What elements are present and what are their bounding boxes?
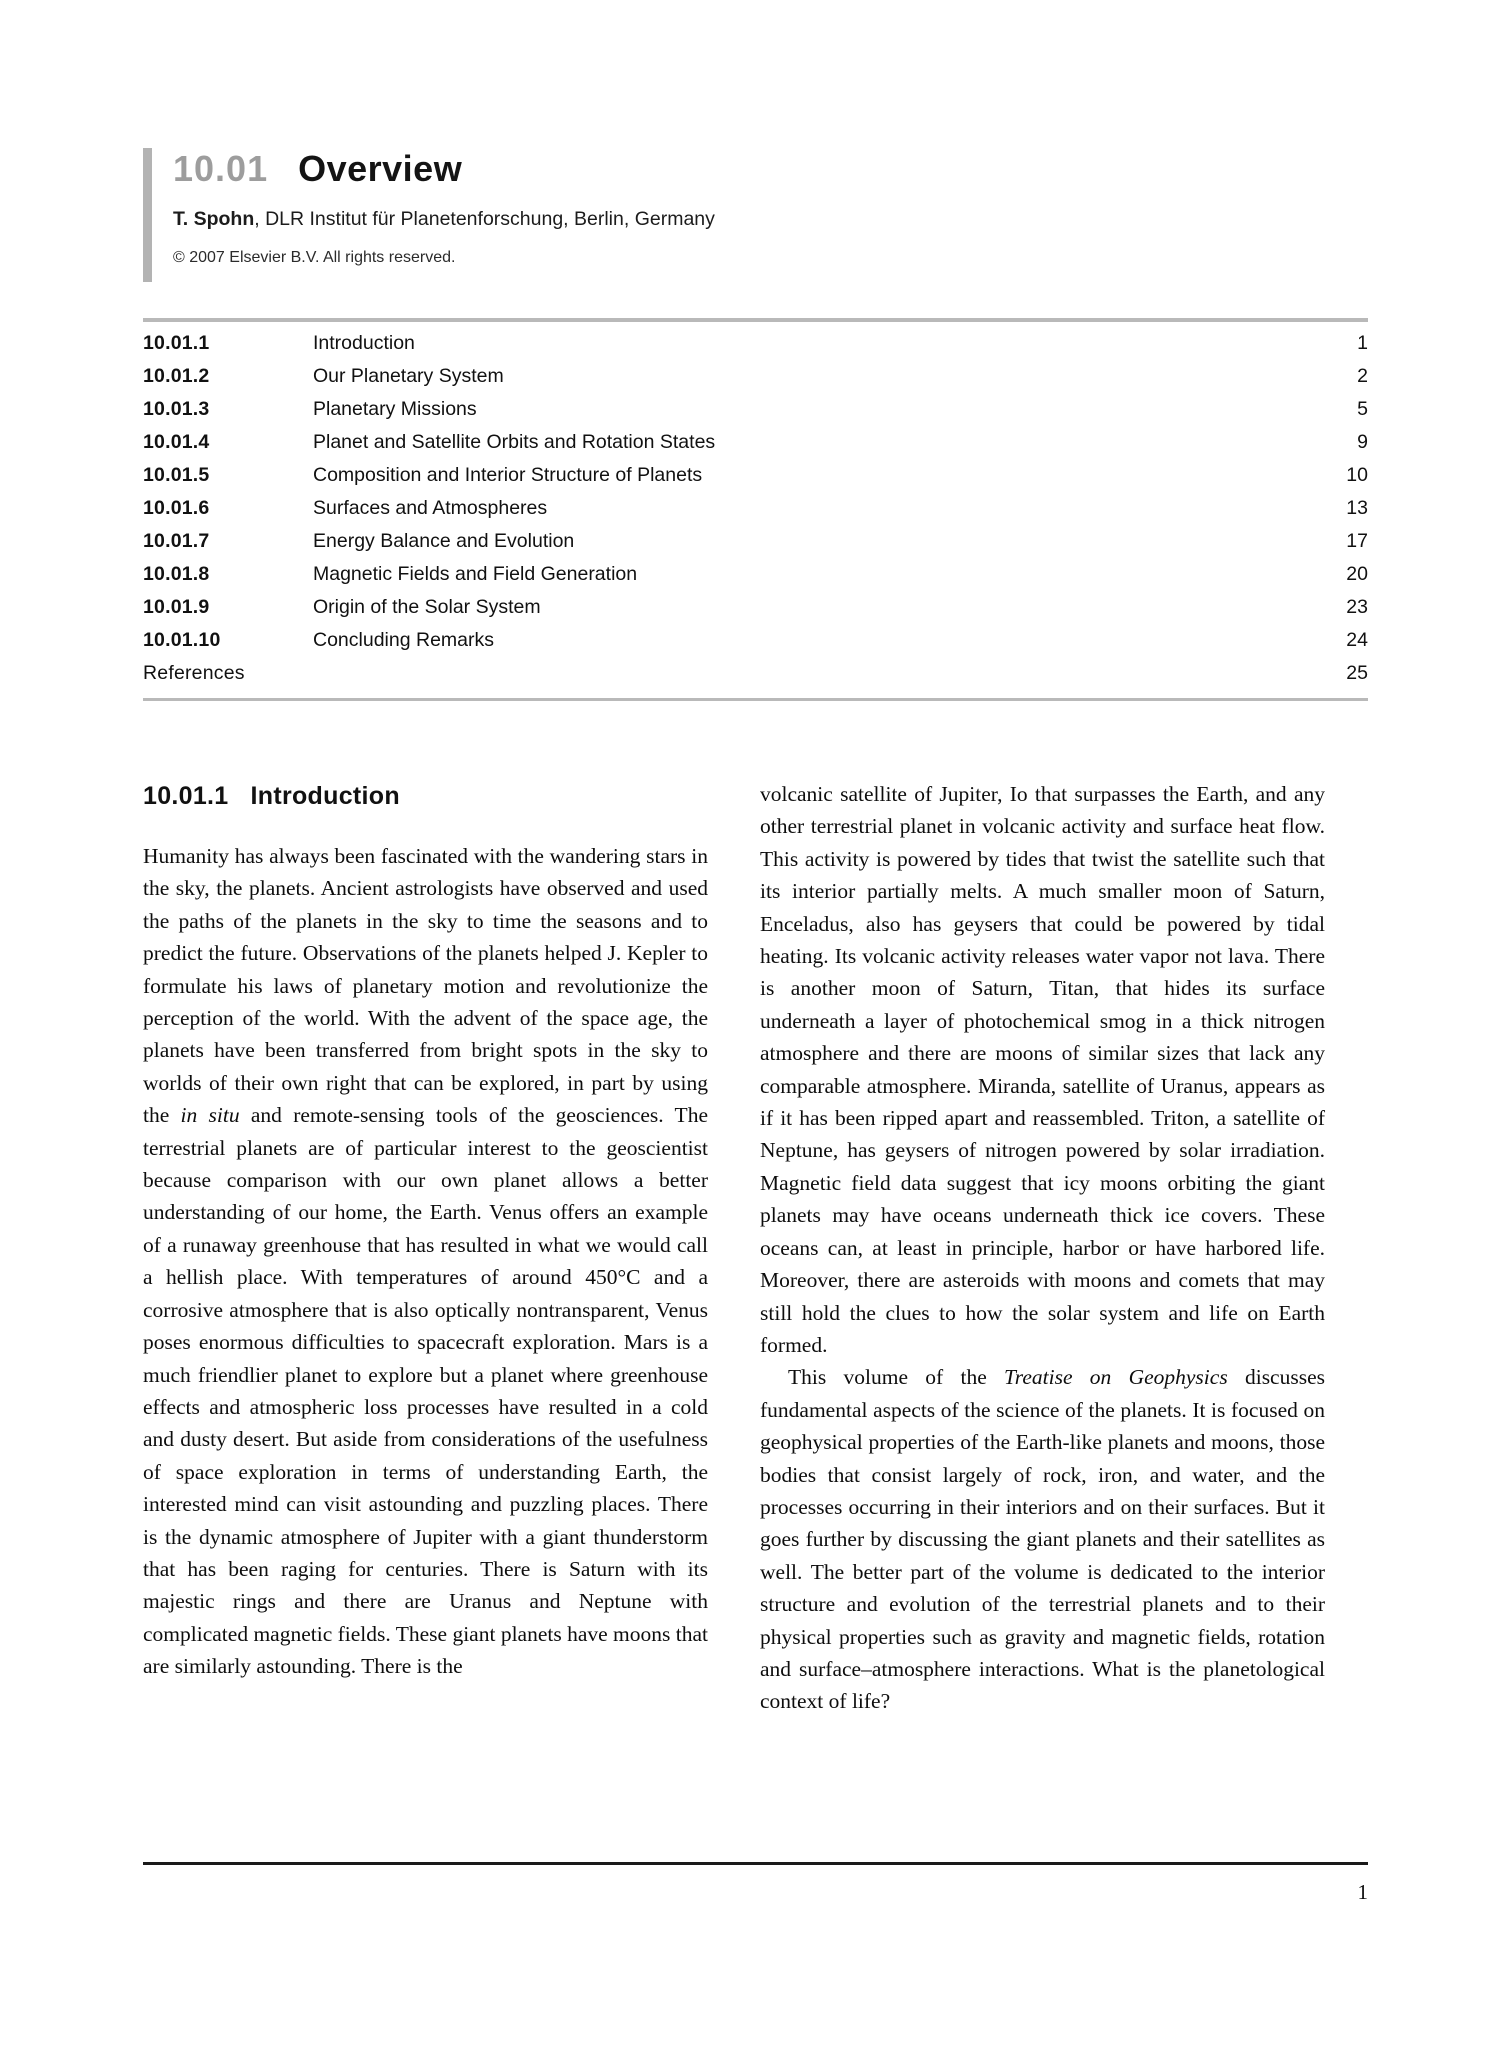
paragraph-text: volcanic satellite of Jupiter, Io that surpasses the Earth, and any other terrestrial planet in volcanic activity and surface heat flow. This activity is powered by tides that twist the satellite such that its interior partially melts. A much smaller moon of Saturn, Enceladus, also has geysers that could be powered by tidal heating. Its volcanic activity releases water vapor not lava. There is another moon of Saturn, Titan, that hides its surface underneath a layer of photochemical smog in a thick nitrogen atmosphere and there are moons of similar sizes that lack any comparable atmosphere. Miranda, satellite of Uranus, appears as if it has been ripped apart and reassembled. Triton, a satellite of Neptune, has geysers of nitrogen powered by solar irradiation. Magnetic field data suggest that icy moons orbiting the giant planets may have oceans underneath thick ice covers. These oceans can, at least in principle, harbor or have harbored life. Moreover, there are asteroids with moons and comets that may still hold the clues to how the solar system and life on Earth formed.	[760, 782, 1325, 1357]
section-heading	[143, 782, 400, 811]
author-line	[173, 206, 1368, 232]
toc-row[interactable]	[143, 629, 1368, 662]
toc-entry-number: 10.01.5	[143, 464, 210, 486]
paragraph	[143, 840, 708, 1683]
footer-divider	[143, 1862, 1368, 1865]
toc-divider-top	[143, 318, 1368, 322]
toc-entry-label: Introduction	[313, 332, 415, 354]
toc-entry-number: 10.01.10	[143, 629, 221, 651]
toc-entry-page: 25	[1346, 662, 1368, 684]
paragraph	[760, 778, 1325, 1361]
toc-row[interactable]	[143, 563, 1368, 596]
paragraph-text-pre: This volume of the	[788, 1365, 1005, 1390]
toc-entry-page: 17	[1346, 530, 1368, 552]
toc-row[interactable]	[143, 398, 1368, 431]
header-accent-bar	[143, 148, 152, 282]
toc-entry-page: 20	[1346, 563, 1368, 585]
toc-entry-number: 10.01.8	[143, 563, 210, 585]
toc-entry-label: Planet and Satellite Orbits and Rotation States	[313, 431, 716, 453]
toc-entry-number: 10.01.9	[143, 596, 210, 618]
toc-entry-label: Composition and Interior Structure of Planets	[313, 464, 703, 486]
toc-entry-page: 9	[1357, 431, 1368, 453]
copyright-notice: © 2007 Elsevier B.V. All rights reserved.	[173, 249, 456, 266]
section-heading-number: 10.01.1	[143, 782, 229, 810]
italic-phrase-in-situ: in situ	[180, 1103, 240, 1128]
italic-title-treatise-on-geophysics: Treatise on Geophysics	[1004, 1365, 1228, 1390]
toc-entry-number: 10.01.2	[143, 365, 210, 387]
toc-entry-page: 10	[1346, 464, 1368, 486]
toc-entry-number: 10.01.1	[143, 332, 210, 354]
toc-row[interactable]	[143, 662, 1368, 695]
chapter-number: 10.01	[173, 148, 269, 189]
chapter-title: Overview	[298, 148, 463, 189]
toc-row[interactable]	[143, 431, 1368, 464]
toc-row[interactable]	[143, 365, 1368, 398]
paragraph-text-cont: and remote-sensing tools of the geosciences. The terrestrial planets are of particular interest to the geoscientist because comparison with our own planet allows a better understanding of our home, the Earth. Venus offers an example of a runaway greenhouse that has resulted in what we would call a hellish place. With temperatures of around 450°C and a corrosive atmosphere that is also optically nontransparent, Venus poses enormous difficulties to spacecraft exploration. Mars is a much friendlier planet to explore but a planet where greenhouse effects and atmospheric loss processes have resulted in a cold and dusty desert. But aside from considerations of the usefulness of space exploration in terms of understanding Earth, the interested mind can visit astounding and puzzling places. There is the dynamic atmosphere of Jupiter with a giant thunderstorm that has been raging for centuries. There is Saturn with its majestic rings and there are Uranus and Neptune with complicated magnetic fields. These giant planets have moons that are similarly astounding. There is the	[143, 1103, 709, 1679]
section-heading-title: Introduction	[250, 782, 400, 810]
paragraph	[760, 1361, 1325, 1717]
table-of-contents	[143, 332, 1368, 695]
chapter-header	[143, 148, 1368, 269]
toc-row[interactable]	[143, 464, 1368, 497]
toc-entry-number: 10.01.3	[143, 398, 210, 420]
toc-entry-number: 10.01.4	[143, 431, 210, 453]
toc-entry-label: Energy Balance and Evolution	[313, 530, 575, 552]
toc-entry-label: Our Planetary System	[313, 365, 504, 387]
toc-row[interactable]	[143, 497, 1368, 530]
paragraph-text: Humanity has always been fascinated with the wandering stars in the sky, the planets. Ancient astrologists have observed and used the paths of the planets in the sky to time the seasons and to predict the future. Observations of the planets helped J. Kepler to formulate his laws of planetary motion and revolutionize the perception of the world. With the advent of the space age, the planets have been transferred from bright spots in the sky to worlds of their own right that can be explored, in part by using the	[143, 844, 708, 1128]
toc-entry-page: 5	[1357, 398, 1368, 420]
toc-entry-page: 2	[1357, 365, 1368, 387]
toc-entry-page: 13	[1346, 497, 1368, 519]
toc-entry-label: Magnetic Fields and Field Generation	[313, 563, 638, 585]
toc-entry-number: 10.01.6	[143, 497, 210, 519]
toc-divider-bottom	[143, 698, 1368, 701]
toc-row[interactable]	[143, 530, 1368, 563]
toc-entry-number: References	[143, 662, 245, 684]
toc-entry-label: Origin of the Solar System	[313, 596, 541, 618]
toc-row[interactable]	[143, 332, 1368, 365]
footer-page-number: 1	[1357, 1880, 1368, 1904]
author-affiliation: , DLR Institut für Planetenforschung, Berlin, Germany	[254, 208, 715, 230]
toc-entry-label: Surfaces and Atmospheres	[313, 497, 548, 519]
toc-entry-page: 24	[1346, 629, 1368, 651]
page-title	[173, 148, 1368, 190]
toc-entry-page: 23	[1346, 596, 1368, 618]
author-name: T. Spohn	[173, 208, 255, 230]
toc-entry-page: 1	[1357, 332, 1368, 354]
toc-row[interactable]	[143, 596, 1368, 629]
toc-entry-number: 10.01.7	[143, 530, 210, 552]
body-column-right	[760, 778, 1325, 1718]
body-column-left	[143, 840, 708, 1683]
toc-entry-label: Concluding Remarks	[313, 629, 494, 651]
toc-entry-label: Planetary Missions	[313, 398, 477, 420]
paragraph-text-post: discusses fundamental aspects of the science of the planets. It is focused on geophysical properties of the Earth-like planets and moons, those bodies that consist largely of rock, iron, and water, and the processes occurring in their interiors and on their surfaces. But it goes further by discussing the giant planets and their satellites as well. The better part of the volume is dedicated to the interior structure and evolution of the terrestrial planets and to their physical properties such as gravity and magnetic fields, rotation and surface–atmosphere interactions. What is the planetological context of life?	[760, 1365, 1325, 1714]
